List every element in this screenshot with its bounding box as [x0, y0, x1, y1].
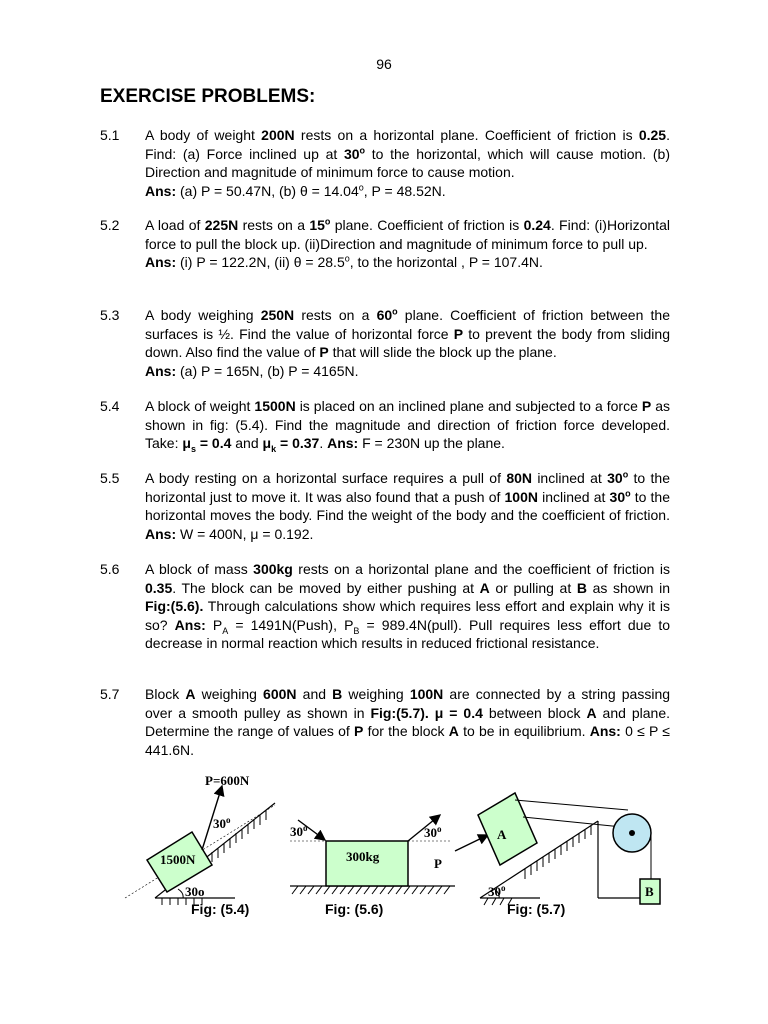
- problem-text: [145, 126, 670, 200]
- problem-statement: [145, 126, 670, 182]
- text-run: = 0.37: [276, 435, 320, 451]
- problem-number: 5.3: [100, 307, 120, 323]
- text-run: 1500N: [254, 398, 296, 414]
- problem-number: 5.7: [100, 686, 120, 702]
- text-run: , to the horizontal , P = 107.4N.: [349, 254, 543, 270]
- text-run: = 0.4: [195, 435, 232, 451]
- figure-5-6: [290, 815, 455, 894]
- text-run: 225N: [204, 217, 239, 233]
- text-run: A: [222, 625, 229, 636]
- text-run: P: [453, 325, 464, 342]
- text-run: to the horizontal moves the body. Find the weight of the body and the coefficient of friction.: [145, 488, 671, 523]
- angle-force-label: 30$^o$: [213, 815, 231, 831]
- text-run: P: [641, 398, 652, 414]
- text-run: A body resting on a horizontal surface requires a pull of: [145, 470, 507, 486]
- problem-5-6: [100, 560, 670, 653]
- caption-fig-5-4: Fig: (5.4): [191, 901, 250, 917]
- caption-fig-5-6: Fig: (5.6): [325, 901, 384, 917]
- problem-5-4: [100, 397, 670, 453]
- block-b-label: B: [645, 884, 654, 899]
- text-run: = 989.4N(pull). Pull requires less effort due to decrease in normal reaction which results in reduced frictional resistance.: [145, 616, 671, 651]
- text-run: 100N: [504, 488, 538, 505]
- text-run: P: [205, 616, 223, 633]
- problem-number: 5.6: [100, 561, 120, 577]
- text-run: A block of weight: [145, 398, 255, 414]
- text-run: inclined at: [532, 470, 608, 486]
- problem-number: 5.4: [100, 398, 120, 414]
- page-number: 96: [376, 56, 392, 72]
- text-run: W = 400N, μ = 0.192.: [176, 525, 314, 542]
- text-run: to the horizontal, which will cause motion. (b) Direction and magnitude of minimum force to cause motion.: [145, 145, 670, 180]
- problem-statement: [145, 469, 670, 543]
- text-run: Block: [145, 686, 186, 702]
- text-run: A: [185, 686, 196, 702]
- text-run: Ans:: [145, 254, 177, 270]
- problem-text: [145, 685, 670, 759]
- text-run: (a) P = 50.47N, (b) θ = 14.04: [176, 182, 359, 199]
- text-run: that will slide the block up the plane.: [328, 344, 557, 360]
- text-run: (i) P = 122.2N, (ii) θ = 28.5: [176, 254, 345, 270]
- text-run: 0.24: [523, 217, 551, 233]
- problem-statement: [145, 216, 670, 253]
- text-run: Fig:(5.6).: [145, 598, 204, 614]
- text-run: . Find: (i)Horizontal force to pull the block up. (ii)Direction and magnitude of minimum force to pull up.: [145, 217, 670, 252]
- problem-5-7: [100, 685, 670, 759]
- text-run: P: [354, 723, 364, 739]
- text-run: o: [344, 253, 350, 264]
- figures-svg: [0, 765, 768, 925]
- text-run: rests on a horizontal plane. Coefficient of friction is: [294, 127, 639, 143]
- text-run: A body weighing: [145, 307, 261, 323]
- text-run: 30: [607, 470, 623, 486]
- text-run: 15: [309, 217, 325, 233]
- figure-5-7: [455, 793, 660, 905]
- text-run: Ans:: [174, 616, 206, 633]
- block-a-label: A: [497, 827, 507, 842]
- text-run: B: [353, 625, 360, 636]
- problem-text: [145, 469, 670, 543]
- caption-fig-5-7: Fig: (5.7): [507, 901, 566, 917]
- ground-hatching: [292, 886, 450, 894]
- problem-text: [145, 306, 670, 380]
- text-run: o: [358, 181, 364, 192]
- figure-5-4: [125, 773, 275, 905]
- text-run: Ans:: [145, 182, 177, 199]
- text-run: plane. Coefficient of friction is: [330, 217, 524, 233]
- text-run: 0.35: [145, 579, 173, 596]
- text-run: is placed on an inclined plane and subjected to a force: [295, 398, 642, 414]
- problem-text: [145, 397, 670, 453]
- text-run: rests on a: [238, 217, 310, 233]
- text-run: to prevent the body from sliding down. Also find the value of: [145, 325, 670, 360]
- problem-5-1: [100, 126, 670, 200]
- text-run: A: [479, 579, 490, 596]
- text-run: A: [448, 723, 459, 739]
- page-heading: EXERCISE PROBLEMS:: [100, 86, 316, 107]
- text-run: o: [625, 487, 631, 498]
- text-run: 200N: [261, 127, 295, 143]
- text-run: . The block can be moved by either pushing at: [172, 579, 480, 596]
- problem-number: 5.1: [100, 127, 120, 143]
- text-run: μ: [182, 435, 191, 451]
- text-run: A block of mass: [145, 561, 254, 577]
- text-run: , P = 48.52N.: [363, 182, 446, 199]
- text-run: 0.25: [638, 127, 667, 143]
- text-run: Ans:: [589, 723, 621, 739]
- problem-5-3: [100, 306, 670, 380]
- text-run: to the horizontal just to move it. It was also found that a push of: [145, 470, 670, 505]
- problem-5-2: [100, 216, 670, 272]
- text-run: A load of: [145, 217, 205, 233]
- text-run: 30: [343, 145, 360, 162]
- problem-text: [145, 216, 670, 272]
- text-run: = 1491N(Push), P: [228, 616, 354, 633]
- text-run: 60: [376, 307, 393, 323]
- text-run: A: [586, 704, 597, 721]
- text-run: between block: [482, 704, 587, 721]
- problem-5-5: [100, 469, 670, 543]
- angle-arc: [178, 889, 183, 898]
- text-run: to be in equilibrium.: [458, 723, 590, 739]
- angle-label: 30$^o$: [488, 883, 506, 899]
- text-run: 250N: [260, 307, 295, 323]
- text-run: 30: [609, 488, 626, 505]
- block-300kg-label: 300kg: [346, 849, 380, 864]
- problem-statement: [145, 397, 670, 453]
- text-run: rests on a horizontal plane and the coefficient of friction is: [292, 561, 671, 577]
- text-run: s: [190, 443, 196, 454]
- text-run: (a) P = 165N, (b) P = 4165N.: [176, 362, 359, 379]
- text-run: . Find: (a) Force inclined up at: [145, 127, 670, 162]
- text-run: inclined at: [537, 488, 610, 505]
- text-run: 100N: [409, 686, 444, 702]
- block-1500n-label: 1500N: [160, 852, 196, 867]
- text-run: weighing: [342, 686, 410, 702]
- text-run: A body of weight: [145, 127, 262, 143]
- problem-statement: [145, 306, 670, 362]
- text-run: μ: [262, 435, 272, 451]
- text-run: plane. Coefficient of friction between the surfaces is ½. Find the value of horizontal force: [145, 307, 670, 342]
- text-run: as shown in: [586, 579, 670, 596]
- text-run: and: [296, 686, 333, 702]
- text-run: B: [332, 686, 343, 702]
- problem-answer: [145, 253, 670, 272]
- angle-right-label: 30$^o$: [424, 824, 442, 840]
- text-run: B: [576, 579, 587, 596]
- text-run: Fig:(5.7). μ = 0.4: [370, 704, 483, 721]
- text-run: weighing: [195, 686, 264, 702]
- text-run: 600N: [263, 686, 297, 702]
- angle-left-label: 30$^o$: [290, 823, 308, 839]
- text-run: .: [319, 435, 328, 451]
- text-run: 0 ≤ P ≤ 441.6N.: [145, 723, 670, 758]
- problem-statement: [145, 685, 670, 759]
- text-run: Ans:: [327, 435, 359, 451]
- pulley-axle: [629, 830, 635, 836]
- text-run: and: [231, 435, 263, 451]
- text-run: 80N: [506, 470, 532, 486]
- problem-text: [145, 560, 670, 653]
- string-top: [515, 800, 628, 810]
- figures-row: [0, 765, 768, 925]
- text-run: or pulling at: [489, 579, 577, 596]
- problem-answer: [145, 362, 670, 381]
- problem-answer: [145, 182, 670, 201]
- text-run: and plane. Determine the range of values of: [145, 704, 671, 739]
- text-run: 300kg: [253, 561, 293, 577]
- angle-plane-label: 30o: [185, 884, 205, 899]
- block-a: [478, 793, 537, 865]
- text-run: are connected by a string passing over a smooth pulley as shown in: [145, 686, 671, 721]
- problem-number: 5.5: [100, 470, 120, 486]
- text-run: F = 230N up the plane.: [358, 435, 505, 451]
- text-run: o: [392, 306, 398, 317]
- text-run: rests on a: [294, 307, 377, 323]
- text-run: as shown in fig: (5.4). Find the magnitude and direction of friction force developed. Take:: [145, 398, 670, 451]
- text-run: P: [319, 344, 329, 360]
- text-run: k: [271, 443, 277, 454]
- force-arrow-p: [455, 835, 488, 851]
- text-run: for the block: [363, 723, 449, 739]
- force-label: P=600N: [205, 773, 250, 788]
- text-run: Ans:: [145, 525, 177, 542]
- problem-number: 5.2: [100, 217, 120, 233]
- text-run: Through calculations show which requires less effort and explain why it is so?: [145, 598, 670, 633]
- text-run: o: [324, 216, 331, 227]
- force-p-label: P: [434, 856, 442, 871]
- problem-statement: [145, 560, 670, 653]
- text-run: o: [359, 144, 366, 155]
- text-run: Ans:: [145, 362, 177, 379]
- text-run: o: [622, 469, 629, 480]
